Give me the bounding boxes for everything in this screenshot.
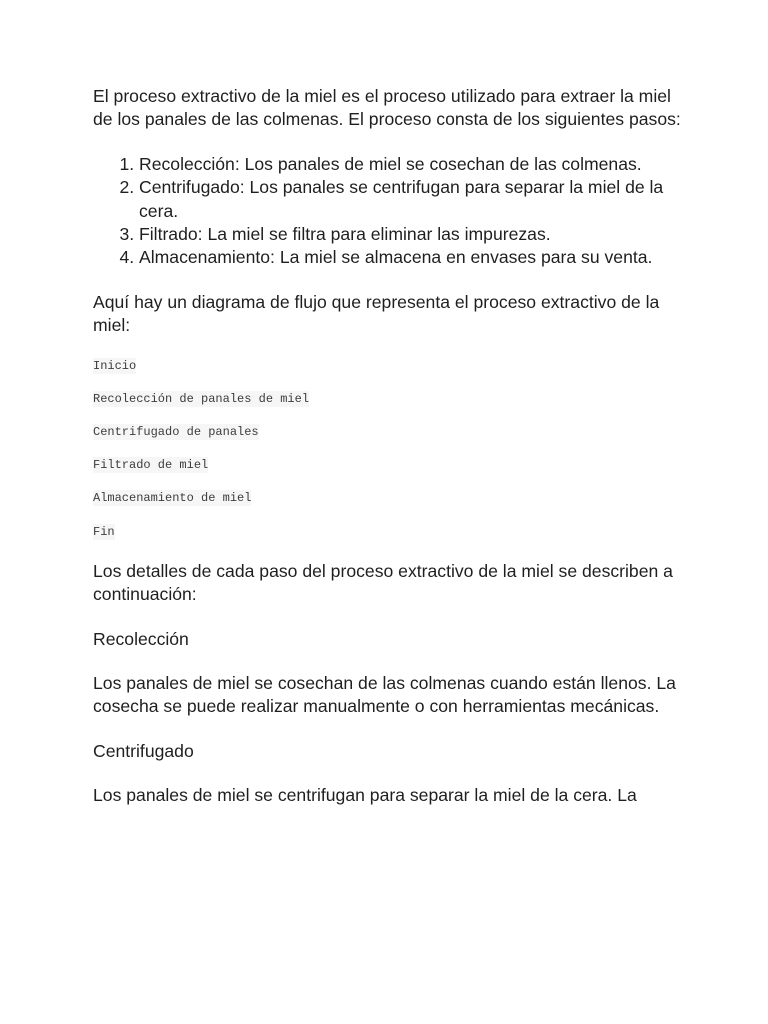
flow-line — [93, 383, 683, 416]
details-intro-paragraph: Los detalles de cada paso del proceso extractivo de la miel se describen a continuación: — [93, 560, 673, 605]
flow-line — [93, 516, 683, 549]
flow-step-collection: Recolección de panales de miel — [93, 391, 310, 406]
section-heading-centrifugado: Centrifugado — [93, 740, 194, 761]
list-item: 1. Recolección: Los panales de miel se cosechan de las colmenas. — [139, 153, 683, 176]
flow-step-filter: Filtrado de miel — [93, 458, 209, 473]
flow-step-centrifuge: Centrifugado de panales — [93, 425, 259, 440]
list-item: 2. Centrifugado: Los panales se centrifugan para separar la miel de la cera. — [139, 176, 683, 223]
section-text-centrifugado: Los panales de miel se centrifugan para separar la miel de la cera. La — [93, 785, 637, 806]
list-item: 4. Almacenamiento: La miel se almacena en envases para su venta. — [139, 246, 683, 269]
flow-step-end: Fin — [93, 524, 115, 539]
flow-line — [93, 350, 683, 383]
section-heading-recoleccion: Recolección — [93, 628, 189, 649]
diagram-intro-paragraph: Aquí hay un diagrama de flujo que representa el proceso extractivo de la miel: — [93, 291, 660, 336]
document-page — [93, 85, 683, 829]
flow-line — [93, 416, 683, 449]
list-item: 3. Filtrado: La miel se filtra para eliminar las impurezas. — [139, 223, 683, 246]
flow-step-storage: Almacenamiento de miel — [93, 491, 252, 506]
steps-list — [93, 153, 683, 270]
section-text-recoleccion: Los panales de miel se cosechan de las colmenas cuando están llenos. La cosecha se puede realizar manualmente o con herramientas mecánicas. — [93, 673, 676, 717]
flow-line — [93, 482, 683, 515]
intro-paragraph: El proceso extractivo de la miel es el proceso utilizado para extraer la miel de los panales de las colmenas. El proceso consta de los siguientes pasos: — [93, 86, 681, 130]
flow-line — [93, 449, 683, 482]
flow-diagram-code-block — [93, 350, 683, 549]
flow-step-start: Inicio — [93, 358, 137, 373]
